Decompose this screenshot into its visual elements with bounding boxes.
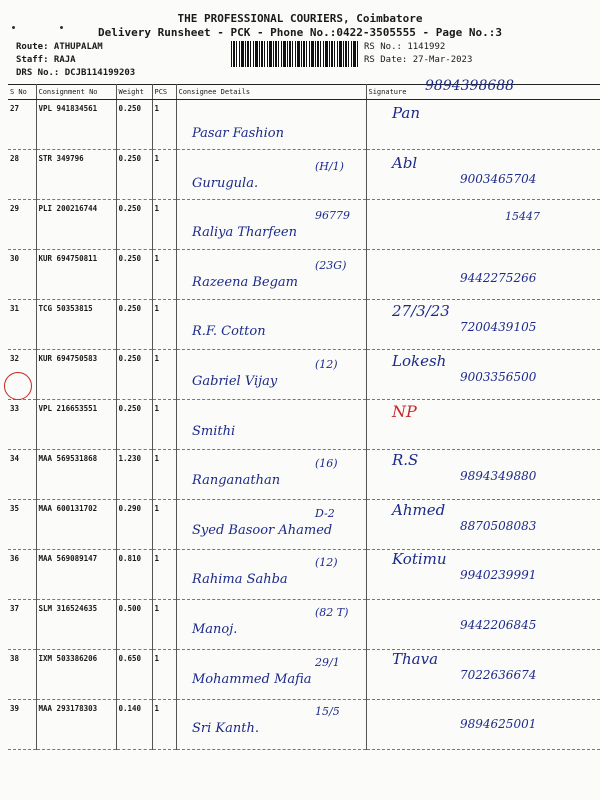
handwritten-note: (82 T) [315, 606, 349, 619]
handwritten-note: (12) [315, 556, 338, 570]
row-sno: 34 [8, 450, 36, 500]
row-signature-cell [366, 200, 600, 250]
row-weight: 0.650 [116, 650, 152, 700]
row-sno: 31 [8, 300, 36, 350]
row-sno: 38 [8, 650, 36, 700]
row-weight: 0.140 [116, 700, 152, 750]
col-signature: Signature [366, 85, 600, 100]
row-pcs: 1 [152, 400, 176, 450]
handwritten-note: 15/5 [315, 705, 340, 719]
row-sno: 28 [8, 150, 36, 200]
handwritten-note: D-2 [315, 506, 335, 520]
handwritten-consignee: Gurugula. [192, 175, 259, 191]
rs-date: RS Date: 27-Mar-2023 [364, 55, 473, 65]
handwritten-note: 29/1 [315, 655, 340, 669]
handwritten-note: (16) [315, 457, 338, 471]
row-consignee-cell [176, 150, 366, 200]
handwritten-signature: Abl [392, 153, 418, 172]
handwritten-signature: Kotimu [392, 550, 447, 569]
handwritten-consignee: Syed Basoor Ahamed [192, 522, 333, 538]
handwritten-note: (12) [315, 358, 338, 371]
handwritten-phone: 9442275266 [460, 270, 537, 285]
document-title: THE PROFESSIONAL COURIERS, Coimbatore [177, 12, 423, 25]
handwritten-note: (H/1) [315, 159, 344, 173]
row-consignment-no: MAA 569089147 [36, 550, 116, 600]
handwritten-note: 96779 [315, 209, 350, 223]
row-sno: 36 [8, 550, 36, 600]
row-consignment-no: KUR 694750811 [36, 250, 116, 300]
row-weight: 0.250 [116, 200, 152, 250]
row-weight: 0.250 [116, 100, 152, 150]
row-pcs: 1 [152, 450, 176, 500]
col-consignee: Consignee Details [176, 85, 366, 100]
handwritten-consignee: Pasar Fashion [192, 126, 284, 141]
handwritten-consignee: Smithi [192, 423, 236, 439]
handwritten-consignee: Razeena Begam [192, 274, 298, 290]
handwritten-signature: Lokesh [392, 352, 447, 370]
table-row [8, 200, 600, 250]
table-row [8, 100, 600, 150]
handwritten-note: (23G) [315, 258, 347, 272]
row-weight: 0.250 [116, 350, 152, 400]
row-pcs: 1 [152, 600, 176, 650]
col-pcs: PCS [152, 85, 176, 100]
row-sno: 32 [8, 350, 36, 400]
row-pcs: 1 [152, 350, 176, 400]
row-pcs: 1 [152, 200, 176, 250]
row-pcs: 1 [152, 700, 176, 750]
handwritten-signature: Pan [392, 104, 421, 122]
row-weight: 0.500 [116, 600, 152, 650]
row-weight: 0.810 [116, 550, 152, 600]
handwritten-signature: 27/3/23 [392, 302, 450, 321]
row-pcs: 1 [152, 250, 176, 300]
staff-label: Staff: RAJA [16, 55, 76, 65]
col-weight: Weight [116, 85, 152, 100]
handwritten-phone: 7022636674 [460, 667, 537, 682]
handwritten-phone: 9894625001 [460, 717, 537, 732]
top-phone-handwritten: 9894398688 [425, 78, 515, 94]
row-pcs: 1 [152, 100, 176, 150]
row-consignment-no: VPL 941834561 [36, 100, 116, 150]
handwritten-signature: Thava [392, 649, 439, 668]
handwritten-phone: 9940239991 [460, 568, 537, 583]
row-weight: 0.250 [116, 150, 152, 200]
row-pcs: 1 [152, 550, 176, 600]
handwritten-consignee: Manoj. [192, 622, 238, 637]
row-consignment-no: MAA 293178303 [36, 700, 116, 750]
handwritten-signature: R.S [392, 451, 419, 470]
row-consignment-no: IXM 503386206 [36, 650, 116, 700]
rs-number: RS No.: 1141992 [364, 42, 446, 52]
red-circle-mark [4, 372, 32, 400]
row-consignment-no: STR 349796 [36, 150, 116, 200]
row-weight: 0.250 [116, 400, 152, 450]
row29-extra-number: 15447 [505, 210, 540, 223]
row-sno: 29 [8, 200, 36, 250]
row-weight: 1.230 [116, 450, 152, 500]
row-pcs: 1 [152, 300, 176, 350]
row-consignment-no: SLM 316524635 [36, 600, 116, 650]
row-consignment-no: PLI 200216744 [36, 200, 116, 250]
row-sno: 33 [8, 400, 36, 450]
handwritten-phone: 9003356500 [460, 370, 537, 384]
drs-number: DRS No.: DCJB114199203 [16, 68, 136, 78]
handwritten-signature: NP [392, 401, 417, 421]
handwritten-consignee: Rahima Sahba [192, 572, 288, 588]
row-consignment-no: TCG 50353815 [36, 300, 116, 350]
handwritten-consignee: Raliya Tharfeen [192, 225, 297, 241]
row-consignment-no: VPL 216653551 [36, 400, 116, 450]
handwritten-consignee: Ranganathan [192, 473, 281, 489]
col-sno: S No [8, 85, 36, 100]
row-weight: 0.250 [116, 250, 152, 300]
row-consignee-cell [176, 100, 366, 150]
handwritten-consignee: Mohammed Mafia [192, 671, 312, 687]
handwritten-phone: 8870508083 [460, 518, 537, 533]
row-pcs: 1 [152, 150, 176, 200]
handwritten-phone: 7200439105 [460, 320, 537, 335]
row-pcs: 1 [152, 650, 176, 700]
row-consignment-no: MAA 600131702 [36, 500, 116, 550]
table-row [8, 400, 600, 450]
row-consignment-no: MAA 569531868 [36, 450, 116, 500]
handwritten-consignee: Gabriel Vijay [192, 374, 278, 389]
handwritten-phone: 9894349880 [460, 469, 537, 484]
handwritten-phone: 9003465704 [460, 171, 537, 186]
row-weight: 0.290 [116, 500, 152, 550]
route-label: Route: ATHUPALAM [16, 42, 103, 52]
handwritten-phone: 9442206845 [460, 618, 537, 632]
row-sno: 27 [8, 100, 36, 150]
row-pcs: 1 [152, 500, 176, 550]
row-sno: 30 [8, 250, 36, 300]
row-weight: 0.250 [116, 300, 152, 350]
document-subtitle: Delivery Runsheet - PCK - Phone No.:0422-3505555 - Page No.:3 [98, 26, 502, 39]
handwritten-signature: Ahmed [392, 500, 446, 519]
barcode [231, 41, 359, 67]
col-consignment: Consignment No [36, 85, 116, 100]
handwritten-consignee: Sri Kanth. [192, 721, 259, 737]
row-sno: 37 [8, 600, 36, 650]
row-sno: 35 [8, 500, 36, 550]
handwritten-consignee: R.F. Cotton [192, 324, 266, 340]
row-consignment-no: KUR 694750583 [36, 350, 116, 400]
row-sno: 39 [8, 700, 36, 750]
